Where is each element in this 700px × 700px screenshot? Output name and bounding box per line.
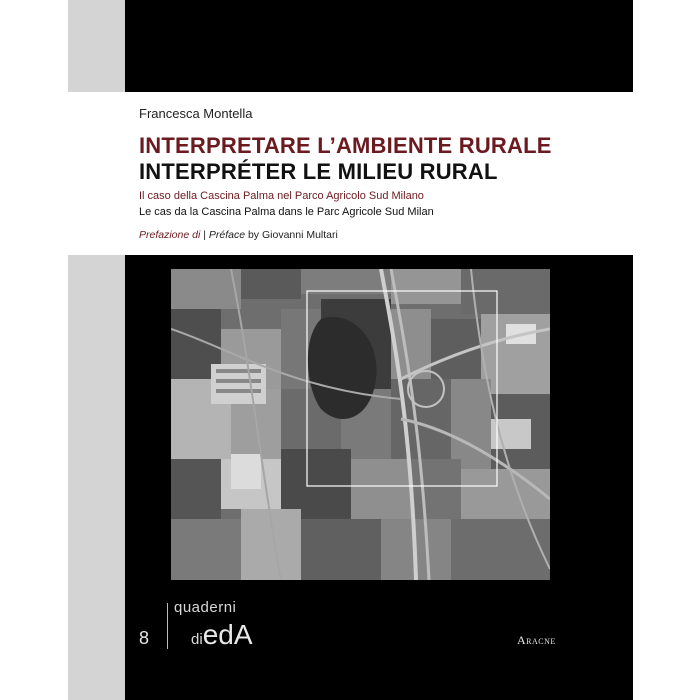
preface-label-it: Prefazione di bbox=[139, 229, 201, 241]
preface-by: by bbox=[245, 229, 262, 241]
series-prefix: di bbox=[191, 631, 203, 648]
title-panel bbox=[68, 92, 633, 255]
title-italian: INTERPRETARE L’AMBIENTE RURALE bbox=[139, 133, 552, 158]
series-name-line2 bbox=[191, 619, 253, 651]
series-number: 8 bbox=[139, 628, 150, 648]
preface-name: Giovanni Multari bbox=[261, 229, 338, 241]
series-divider bbox=[167, 603, 168, 649]
preface-label-fr: Préface bbox=[208, 229, 246, 241]
subtitle-italian: Il caso della Cascina Palma nel Parco Agricolo Sud Milano bbox=[139, 190, 424, 202]
preface-separator: | bbox=[200, 229, 209, 241]
title-french: INTERPRÉTER LE MILIEU RURAL bbox=[139, 159, 498, 184]
subtitle-french: Le cas da la Cascina Palma dans le Parc Agricole Sud Milan bbox=[139, 206, 434, 218]
spine-band-bottom bbox=[68, 255, 125, 700]
aerial-photograph bbox=[171, 269, 550, 580]
series-name-line1: quaderni bbox=[174, 599, 237, 616]
publisher-name: Aracne bbox=[517, 633, 556, 647]
book-cover bbox=[68, 0, 633, 700]
series-logo-text: edA bbox=[202, 619, 253, 650]
author-name: Francesca Montella bbox=[139, 106, 253, 121]
spine-band-top bbox=[68, 0, 125, 92]
preface-credit bbox=[139, 229, 338, 241]
